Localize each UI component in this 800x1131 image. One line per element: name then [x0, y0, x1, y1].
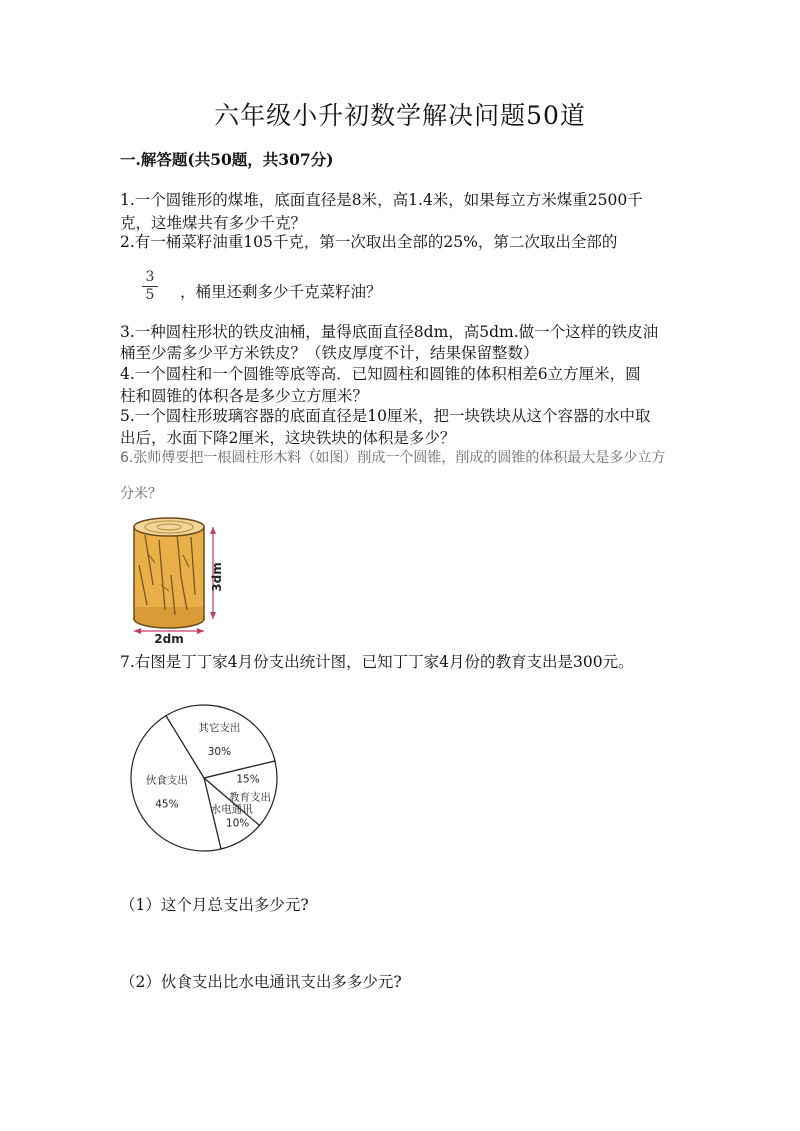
pie-slice-label: 其它支出 [198, 721, 241, 734]
q7-sub2: （2）伙食支出比水电通讯支出多多少元? [120, 973, 402, 991]
pie-slice-label: 伙食支出 [145, 774, 188, 787]
log-figure [125, 515, 235, 645]
section-heading: 一.解答题(共50题，共307分) [120, 150, 334, 169]
log-body [134, 518, 204, 628]
q4-line1: 4.一个圆柱和一个圆锥等底等高．已知圆柱和圆锥的体积相差6立方厘米，圆 [120, 365, 641, 383]
pie-slice-label: 水电通讯 [210, 803, 253, 816]
q2-fraction [142, 270, 158, 303]
q1-line2: 克，这堆煤共有多少千克？ [120, 214, 307, 232]
pie-slice-percent: 15% [236, 773, 260, 786]
q3-line1: 3.一种圆柱形状的铁皮油桶，量得底面直径8dm，高5dm.做一个这样的铁皮油 [120, 323, 659, 341]
q5-line2: 出后，水面下降2厘米，这块铁块的体积是多少？ [120, 429, 456, 447]
pie-slice-label: 教育支出 [229, 791, 271, 804]
height-dimension [210, 527, 224, 619]
q7-sub1: （1）这个月总支出多少元? [120, 896, 309, 914]
q6-line1: 6.张师傅要把一根圆柱形木料（如图）削成一个圆锥，削成的圆锥的体积最大是多少立方 [120, 450, 666, 466]
fraction-numerator: 3 [145, 269, 155, 285]
q2-line1: 2.有一桶菜籽油重105千克，第一次取出全部的25%，第二次取出全部的 [120, 233, 618, 251]
q2-line2: ，桶里还剩多少千克菜籽油？ [180, 283, 382, 301]
height-label: 3dm [210, 562, 224, 592]
width-label: 2dm [154, 632, 184, 645]
pie-slice-percent: 10% [225, 817, 250, 830]
page-title: 六年级小升初数学解决问题50道 [214, 101, 586, 130]
fraction-denominator: 5 [145, 287, 155, 303]
pie-slice-percent: 30% [207, 745, 232, 758]
pie-slice-percent: 45% [155, 798, 179, 811]
q7-line1: 7.右图是丁丁家4月份支出统计图，已知丁丁家4月份的教育支出是300元。 [120, 653, 634, 671]
q6-line2: 分米？ [120, 486, 162, 502]
q3-line2: 桶至少需多少平方米铁皮？（铁皮厚度不计，结果保留整数） [120, 344, 539, 362]
expense-pie-chart [120, 700, 290, 860]
q5-line1: 5.一个圆柱形玻璃容器的底面直径是10厘米，把一块铁块从这个容器的水中取 [120, 407, 651, 425]
width-dimension [134, 628, 204, 645]
q1-line1: 1.一个圆锥形的煤堆，底面直径是8米，高1.4米，如果每立方米煤重2500千 [120, 191, 643, 209]
q4-line2: 柱和圆锥的体积各是多少立方厘米？ [120, 387, 369, 405]
